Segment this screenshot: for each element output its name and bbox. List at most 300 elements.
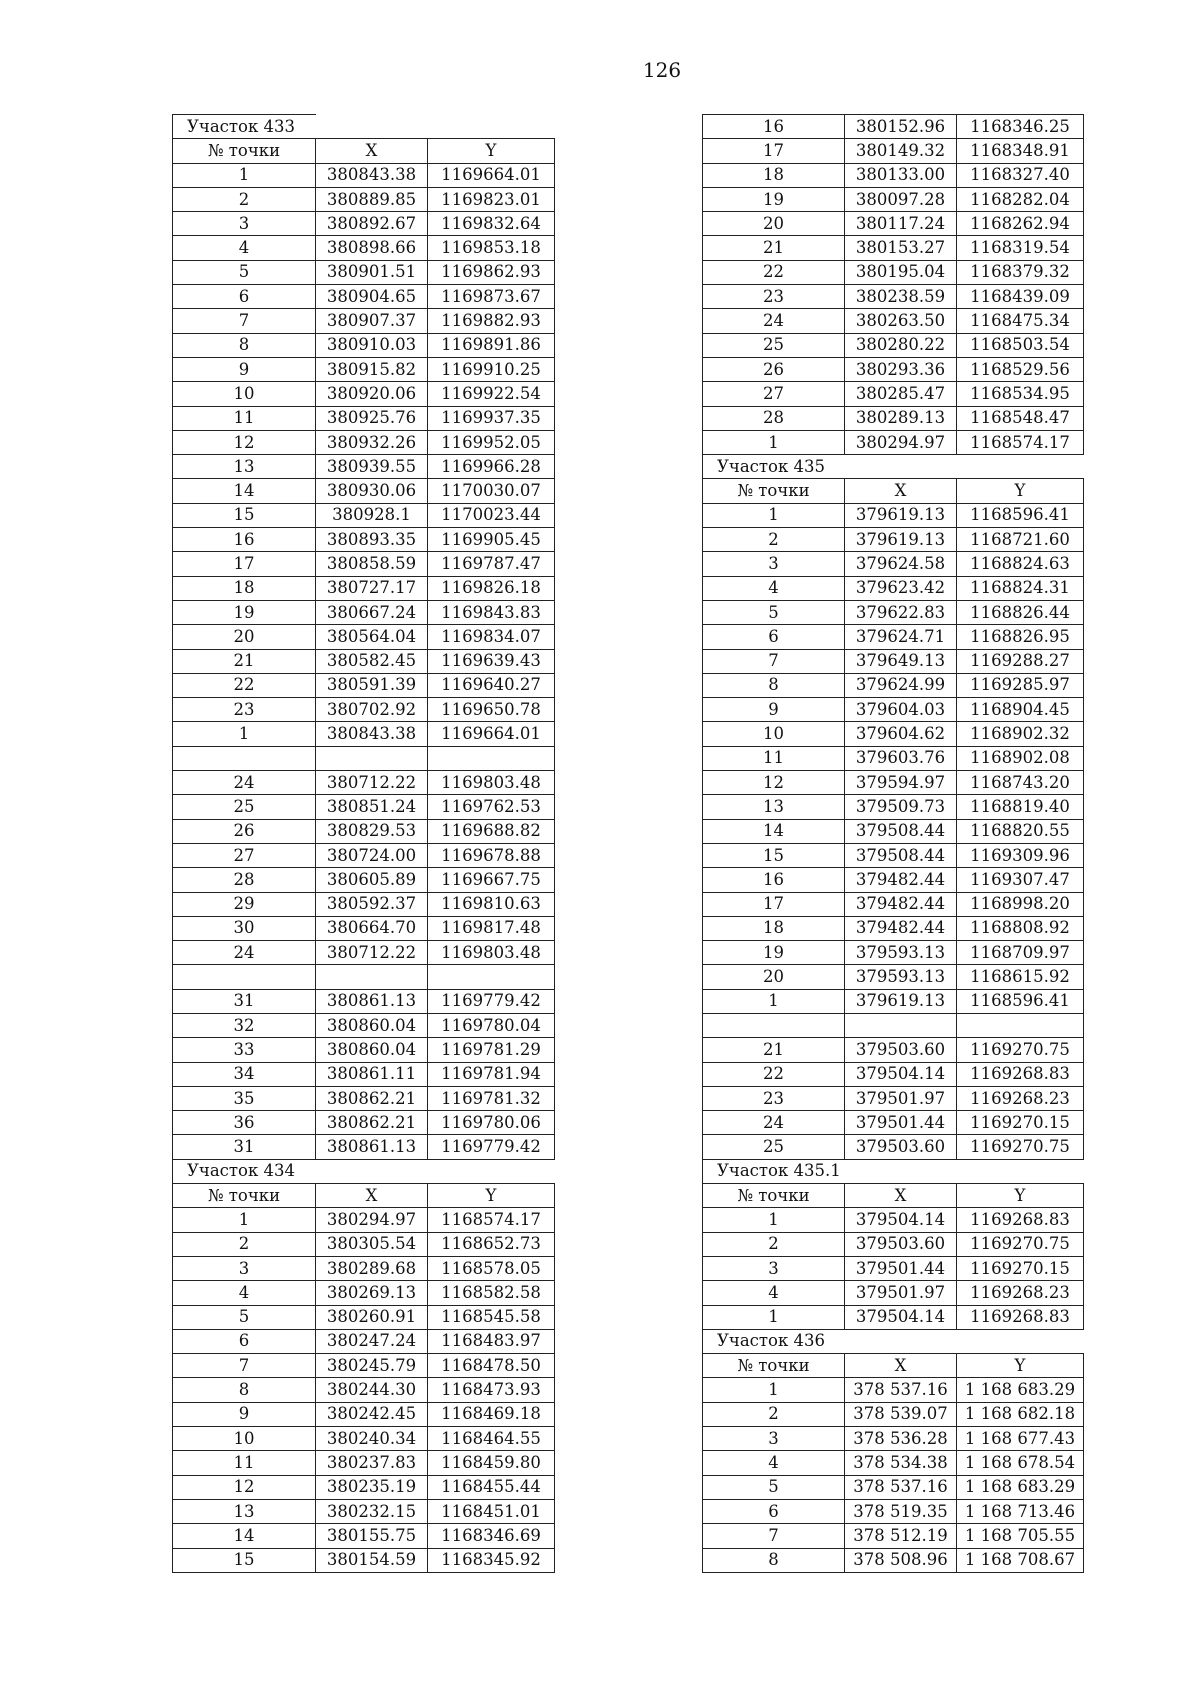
header-row — [173, 1184, 555, 1208]
x-coordinate-cell: 380930.06 — [316, 479, 428, 503]
point-number-cell: 6 — [703, 625, 845, 649]
point-number-cell: 35 — [173, 1086, 316, 1110]
point-number-cell: 24 — [703, 1111, 845, 1135]
point-number-cell: 14 — [703, 819, 845, 843]
table-row — [173, 1135, 555, 1159]
table-row — [173, 1111, 555, 1135]
table-row — [173, 916, 555, 940]
section-title-spacer — [316, 1159, 555, 1183]
point-number-cell: 1 — [173, 1208, 316, 1232]
x-coordinate-cell: 380904.65 — [316, 285, 428, 309]
point-number-cell: 32 — [173, 1013, 316, 1037]
point-number-cell: 13 — [173, 455, 316, 479]
point-number-cell: 11 — [703, 746, 845, 770]
empty-cell — [316, 965, 428, 989]
x-coordinate-cell: 379504.14 — [845, 1208, 957, 1232]
point-number-cell: 10 — [173, 382, 316, 406]
y-coordinate-cell: 1169270.75 — [957, 1135, 1084, 1159]
point-number-cell: 33 — [173, 1038, 316, 1062]
point-number-cell: 1 — [173, 722, 316, 746]
point-number-cell: 31 — [173, 1135, 316, 1159]
y-coordinate-cell: 1168483.97 — [428, 1329, 555, 1353]
section-title-row — [173, 1159, 555, 1183]
y-coordinate-cell: 1168826.44 — [957, 600, 1084, 624]
x-coordinate-cell: 380097.28 — [845, 187, 957, 211]
y-coordinate-cell: 1168824.31 — [957, 576, 1084, 600]
y-coordinate-cell: 1168478.50 — [428, 1354, 555, 1378]
section-title: Участок 435 — [703, 455, 845, 479]
table-row — [703, 1086, 1084, 1110]
table-row — [173, 1451, 555, 1475]
point-number-cell: 12 — [173, 1475, 316, 1499]
point-number-cell: 24 — [173, 771, 316, 795]
x-coordinate-cell: 380605.89 — [316, 868, 428, 892]
point-number-cell: 11 — [173, 1451, 316, 1475]
point-number-cell: 20 — [703, 212, 845, 236]
x-coordinate-cell: 378 512.19 — [845, 1524, 957, 1548]
point-number-cell: 1 — [703, 989, 845, 1013]
x-coordinate-cell: 380858.59 — [316, 552, 428, 576]
separator-row — [173, 965, 555, 989]
point-number-cell: 7 — [173, 1354, 316, 1378]
table-row — [173, 382, 555, 406]
column-header-point: № точки — [703, 1354, 845, 1378]
section-title-row — [703, 1159, 1084, 1183]
x-coordinate-cell: 379501.97 — [845, 1281, 957, 1305]
x-coordinate-cell: 378 536.28 — [845, 1427, 957, 1451]
x-coordinate-cell: 380245.79 — [316, 1354, 428, 1378]
y-coordinate-cell: 1169817.48 — [428, 916, 555, 940]
point-number-cell: 21 — [703, 1038, 845, 1062]
x-coordinate-cell: 379501.44 — [845, 1256, 957, 1280]
table-row — [173, 552, 555, 576]
section-title-row — [703, 1329, 1084, 1353]
point-number-cell: 7 — [703, 649, 845, 673]
table-row — [173, 1256, 555, 1280]
table-row — [703, 357, 1084, 381]
y-coordinate-cell: 1168826.95 — [957, 625, 1084, 649]
point-number-cell: 9 — [173, 357, 316, 381]
x-coordinate-cell: 380285.47 — [845, 382, 957, 406]
y-coordinate-cell: 1169843.83 — [428, 600, 555, 624]
point-number-cell: 3 — [703, 1427, 845, 1451]
table-row — [703, 916, 1084, 940]
x-coordinate-cell: 380829.53 — [316, 819, 428, 843]
y-coordinate-cell: 1169952.05 — [428, 430, 555, 454]
point-number-cell: 2 — [703, 1232, 845, 1256]
x-coordinate-cell: 380893.35 — [316, 528, 428, 552]
table-row — [173, 1038, 555, 1062]
point-number-cell: 21 — [173, 649, 316, 673]
x-coordinate-cell: 380244.30 — [316, 1378, 428, 1402]
y-coordinate-cell: 1168475.34 — [957, 309, 1084, 333]
x-coordinate-cell: 379503.60 — [845, 1038, 957, 1062]
table-row — [703, 795, 1084, 819]
table-row — [173, 795, 555, 819]
y-coordinate-cell: 1168578.05 — [428, 1256, 555, 1280]
x-coordinate-cell: 380843.38 — [316, 163, 428, 187]
y-coordinate-cell: 1169832.64 — [428, 212, 555, 236]
y-coordinate-cell: 1169268.23 — [957, 1086, 1084, 1110]
point-number-cell: 2 — [173, 187, 316, 211]
table-row — [173, 430, 555, 454]
y-coordinate-cell: 1168529.56 — [957, 357, 1084, 381]
x-coordinate-cell: 380860.04 — [316, 1038, 428, 1062]
section-title-row — [703, 455, 1084, 479]
x-coordinate-cell: 380564.04 — [316, 625, 428, 649]
point-number-cell: 8 — [173, 1378, 316, 1402]
table-row — [703, 1208, 1084, 1232]
point-number-cell: 12 — [703, 771, 845, 795]
x-coordinate-cell: 380920.06 — [316, 382, 428, 406]
y-coordinate-cell: 1 168 683.29 — [957, 1475, 1084, 1499]
x-coordinate-cell: 380289.13 — [845, 406, 957, 430]
empty-cell — [173, 746, 316, 770]
column-header-y: Y — [428, 139, 555, 163]
x-coordinate-cell: 380280.22 — [845, 333, 957, 357]
x-coordinate-cell: 379508.44 — [845, 819, 957, 843]
point-number-cell: 23 — [703, 1086, 845, 1110]
table-row — [703, 285, 1084, 309]
x-coordinate-cell: 380289.68 — [316, 1256, 428, 1280]
table-row — [703, 625, 1084, 649]
table-row — [703, 528, 1084, 552]
x-coordinate-cell: 380667.24 — [316, 600, 428, 624]
y-coordinate-cell: 1169309.96 — [957, 843, 1084, 867]
point-number-cell: 26 — [173, 819, 316, 843]
y-coordinate-cell: 1169780.04 — [428, 1013, 555, 1037]
header-row — [703, 479, 1084, 503]
table-row — [703, 163, 1084, 187]
x-coordinate-cell: 380154.59 — [316, 1548, 428, 1572]
point-number-cell: 15 — [173, 503, 316, 527]
empty-cell — [173, 965, 316, 989]
x-coordinate-cell: 379482.44 — [845, 916, 957, 940]
table-row — [173, 1208, 555, 1232]
table-row — [173, 309, 555, 333]
point-number-cell: 3 — [173, 212, 316, 236]
table-row — [703, 1402, 1084, 1426]
point-number-cell: 28 — [703, 406, 845, 430]
table-row — [703, 1232, 1084, 1256]
point-number-cell: 18 — [703, 163, 845, 187]
table-row — [703, 406, 1084, 430]
table-row — [173, 819, 555, 843]
table-row — [173, 941, 555, 965]
table-row — [173, 236, 555, 260]
table-row — [703, 965, 1084, 989]
y-coordinate-cell: 1169905.45 — [428, 528, 555, 552]
table-row — [703, 600, 1084, 624]
point-number-cell: 4 — [173, 236, 316, 260]
y-coordinate-cell: 1169787.47 — [428, 552, 555, 576]
point-number-cell: 5 — [173, 260, 316, 284]
point-number-cell: 22 — [703, 1062, 845, 1086]
point-number-cell: 4 — [173, 1281, 316, 1305]
y-coordinate-cell: 1169268.83 — [957, 1062, 1084, 1086]
table-row — [173, 1281, 555, 1305]
point-number-cell: 22 — [703, 260, 845, 284]
table-row — [173, 1305, 555, 1329]
table-row — [173, 1354, 555, 1378]
table-row — [173, 698, 555, 722]
table-row — [173, 1548, 555, 1572]
point-number-cell: 12 — [173, 430, 316, 454]
y-coordinate-cell: 1168464.55 — [428, 1427, 555, 1451]
table-row — [703, 1427, 1084, 1451]
x-coordinate-cell: 380195.04 — [845, 260, 957, 284]
y-coordinate-cell: 1168902.32 — [957, 722, 1084, 746]
point-number-cell: 31 — [173, 989, 316, 1013]
point-number-cell: 2 — [703, 1402, 845, 1426]
point-number-cell: 27 — [703, 382, 845, 406]
point-number-cell: 1 — [703, 1378, 845, 1402]
point-number-cell: 9 — [173, 1402, 316, 1426]
y-coordinate-cell: 1170030.07 — [428, 479, 555, 503]
point-number-cell: 13 — [703, 795, 845, 819]
y-coordinate-cell: 1168574.17 — [957, 430, 1084, 454]
y-coordinate-cell: 1168319.54 — [957, 236, 1084, 260]
table-row — [173, 333, 555, 357]
section-title: Участок 435.1 — [703, 1159, 845, 1183]
table-row — [703, 552, 1084, 576]
point-number-cell: 24 — [703, 309, 845, 333]
x-coordinate-cell: 380712.22 — [316, 771, 428, 795]
y-coordinate-cell: 1169268.83 — [957, 1305, 1084, 1329]
x-coordinate-cell: 378 537.16 — [845, 1475, 957, 1499]
y-coordinate-cell: 1168262.94 — [957, 212, 1084, 236]
header-row — [173, 139, 555, 163]
y-coordinate-cell: 1169270.75 — [957, 1038, 1084, 1062]
y-coordinate-cell: 1168473.93 — [428, 1378, 555, 1402]
x-coordinate-cell: 379604.62 — [845, 722, 957, 746]
y-coordinate-cell: 1 168 713.46 — [957, 1499, 1084, 1523]
y-coordinate-cell: 1169688.82 — [428, 819, 555, 843]
point-number-cell: 22 — [173, 673, 316, 697]
section-title: Участок 433 — [173, 115, 316, 139]
x-coordinate-cell: 379508.44 — [845, 843, 957, 867]
x-coordinate-cell: 380932.26 — [316, 430, 428, 454]
table-row — [703, 1305, 1084, 1329]
y-coordinate-cell: 1169664.01 — [428, 163, 555, 187]
y-coordinate-cell: 1168596.41 — [957, 989, 1084, 1013]
x-coordinate-cell: 379501.97 — [845, 1086, 957, 1110]
point-number-cell: 11 — [173, 406, 316, 430]
section-title-spacer — [845, 1159, 1084, 1183]
table-row — [703, 1111, 1084, 1135]
y-coordinate-cell: 1169882.93 — [428, 309, 555, 333]
table-row — [703, 236, 1084, 260]
point-number-cell: 18 — [703, 916, 845, 940]
y-coordinate-cell: 1169650.78 — [428, 698, 555, 722]
point-number-cell: 3 — [703, 552, 845, 576]
table-row — [703, 673, 1084, 697]
table-row — [703, 333, 1084, 357]
column-header-x: X — [316, 1184, 428, 1208]
point-number-cell: 16 — [703, 868, 845, 892]
y-coordinate-cell: 1168820.55 — [957, 819, 1084, 843]
column-header-y: Y — [957, 479, 1084, 503]
point-number-cell: 4 — [703, 1451, 845, 1475]
point-number-cell: 29 — [173, 892, 316, 916]
point-number-cell: 7 — [703, 1524, 845, 1548]
x-coordinate-cell: 380939.55 — [316, 455, 428, 479]
point-number-cell: 13 — [173, 1499, 316, 1523]
point-number-cell: 2 — [703, 528, 845, 552]
y-coordinate-cell: 1169307.47 — [957, 868, 1084, 892]
section-title-row — [173, 115, 555, 139]
table-row — [173, 528, 555, 552]
x-coordinate-cell: 380860.04 — [316, 1013, 428, 1037]
x-coordinate-cell: 379649.13 — [845, 649, 957, 673]
section-title-spacer — [845, 455, 1084, 479]
y-coordinate-cell: 1168574.17 — [428, 1208, 555, 1232]
table-row — [703, 212, 1084, 236]
table-row — [173, 843, 555, 867]
y-coordinate-cell: 1168379.32 — [957, 260, 1084, 284]
point-number-cell: 5 — [173, 1305, 316, 1329]
y-coordinate-cell: 1168998.20 — [957, 892, 1084, 916]
y-coordinate-cell: 1 168 678.54 — [957, 1451, 1084, 1475]
table-row — [703, 1062, 1084, 1086]
x-coordinate-cell: 380851.24 — [316, 795, 428, 819]
x-coordinate-cell: 380591.39 — [316, 673, 428, 697]
point-number-cell: 16 — [173, 528, 316, 552]
table-row — [703, 260, 1084, 284]
column-header-point: № точки — [173, 1184, 316, 1208]
empty-cell — [957, 1013, 1084, 1037]
table-row — [173, 722, 555, 746]
table-row — [703, 892, 1084, 916]
x-coordinate-cell: 380592.37 — [316, 892, 428, 916]
x-coordinate-cell: 380149.32 — [845, 139, 957, 163]
point-number-cell: 3 — [173, 1256, 316, 1280]
y-coordinate-cell: 1169781.32 — [428, 1086, 555, 1110]
y-coordinate-cell: 1168346.69 — [428, 1524, 555, 1548]
point-number-cell: 8 — [173, 333, 316, 357]
y-coordinate-cell: 1168345.92 — [428, 1548, 555, 1572]
separator-row — [173, 746, 555, 770]
point-number-cell: 1 — [703, 1305, 845, 1329]
column-header-y: Y — [428, 1184, 555, 1208]
y-coordinate-cell: 1 168 677.43 — [957, 1427, 1084, 1451]
x-coordinate-cell: 380724.00 — [316, 843, 428, 867]
x-coordinate-cell: 379619.13 — [845, 989, 957, 1013]
x-coordinate-cell: 379503.60 — [845, 1135, 957, 1159]
section-title: Участок 434 — [173, 1159, 316, 1183]
table-row — [703, 941, 1084, 965]
x-coordinate-cell: 380861.13 — [316, 989, 428, 1013]
x-coordinate-cell: 380155.75 — [316, 1524, 428, 1548]
y-coordinate-cell: 1168709.97 — [957, 941, 1084, 965]
point-number-cell: 15 — [703, 843, 845, 867]
x-coordinate-cell: 379623.42 — [845, 576, 957, 600]
x-coordinate-cell: 380861.11 — [316, 1062, 428, 1086]
point-number-cell: 34 — [173, 1062, 316, 1086]
x-coordinate-cell: 380117.24 — [845, 212, 957, 236]
x-coordinate-cell: 380133.00 — [845, 163, 957, 187]
point-number-cell: 8 — [703, 673, 845, 697]
table-row — [703, 1548, 1084, 1572]
y-coordinate-cell: 1169853.18 — [428, 236, 555, 260]
table-row — [703, 309, 1084, 333]
table-row — [703, 430, 1084, 454]
x-coordinate-cell: 380861.13 — [316, 1135, 428, 1159]
x-coordinate-cell: 380242.45 — [316, 1402, 428, 1426]
x-coordinate-cell: 380269.13 — [316, 1281, 428, 1305]
x-coordinate-cell: 379482.44 — [845, 868, 957, 892]
y-coordinate-cell: 1169810.63 — [428, 892, 555, 916]
empty-cell — [428, 965, 555, 989]
table-row — [173, 455, 555, 479]
y-coordinate-cell: 1169937.35 — [428, 406, 555, 430]
table-row — [703, 722, 1084, 746]
table-row — [173, 212, 555, 236]
point-number-cell: 21 — [703, 236, 845, 260]
y-coordinate-cell: 1168545.58 — [428, 1305, 555, 1329]
x-coordinate-cell: 378 539.07 — [845, 1402, 957, 1426]
table-row — [173, 163, 555, 187]
point-number-cell: 24 — [173, 941, 316, 965]
x-coordinate-cell: 379503.60 — [845, 1232, 957, 1256]
y-coordinate-cell: 1169862.93 — [428, 260, 555, 284]
x-coordinate-cell: 378 537.16 — [845, 1378, 957, 1402]
x-coordinate-cell: 380294.97 — [316, 1208, 428, 1232]
table-row — [703, 843, 1084, 867]
point-number-cell: 28 — [173, 868, 316, 892]
page-number: 126 — [642, 58, 682, 82]
point-number-cell: 30 — [173, 916, 316, 940]
x-coordinate-cell: 379619.13 — [845, 528, 957, 552]
point-number-cell: 25 — [703, 333, 845, 357]
point-number-cell: 19 — [703, 187, 845, 211]
table-row — [703, 187, 1084, 211]
column-header-point: № точки — [173, 139, 316, 163]
point-number-cell: 10 — [703, 722, 845, 746]
y-coordinate-cell: 1 168 705.55 — [957, 1524, 1084, 1548]
table-row — [703, 1281, 1084, 1305]
x-coordinate-cell: 378 534.38 — [845, 1451, 957, 1475]
x-coordinate-cell: 380901.51 — [316, 260, 428, 284]
y-coordinate-cell: 1169826.18 — [428, 576, 555, 600]
point-number-cell: 1 — [703, 1208, 845, 1232]
point-number-cell: 36 — [173, 1111, 316, 1135]
y-coordinate-cell: 1168808.92 — [957, 916, 1084, 940]
y-coordinate-cell: 1169803.48 — [428, 771, 555, 795]
x-coordinate-cell: 379603.76 — [845, 746, 957, 770]
table-row — [703, 503, 1084, 527]
table-row — [173, 1475, 555, 1499]
y-coordinate-cell: 1168721.60 — [957, 528, 1084, 552]
x-coordinate-cell: 380712.22 — [316, 941, 428, 965]
table-row — [173, 989, 555, 1013]
table-row — [703, 1378, 1084, 1402]
y-coordinate-cell: 1168615.92 — [957, 965, 1084, 989]
x-coordinate-cell: 379593.13 — [845, 965, 957, 989]
point-number-cell: 16 — [703, 115, 845, 139]
table-row — [173, 600, 555, 624]
coordinates-table-left — [172, 114, 555, 1573]
y-coordinate-cell: 1169823.01 — [428, 187, 555, 211]
point-number-cell: 6 — [703, 1499, 845, 1523]
column-header-x: X — [316, 139, 428, 163]
table-row — [173, 576, 555, 600]
column-header-point: № точки — [703, 479, 845, 503]
table-row — [703, 1499, 1084, 1523]
table-row — [173, 649, 555, 673]
y-coordinate-cell: 1169781.94 — [428, 1062, 555, 1086]
point-number-cell: 17 — [703, 139, 845, 163]
